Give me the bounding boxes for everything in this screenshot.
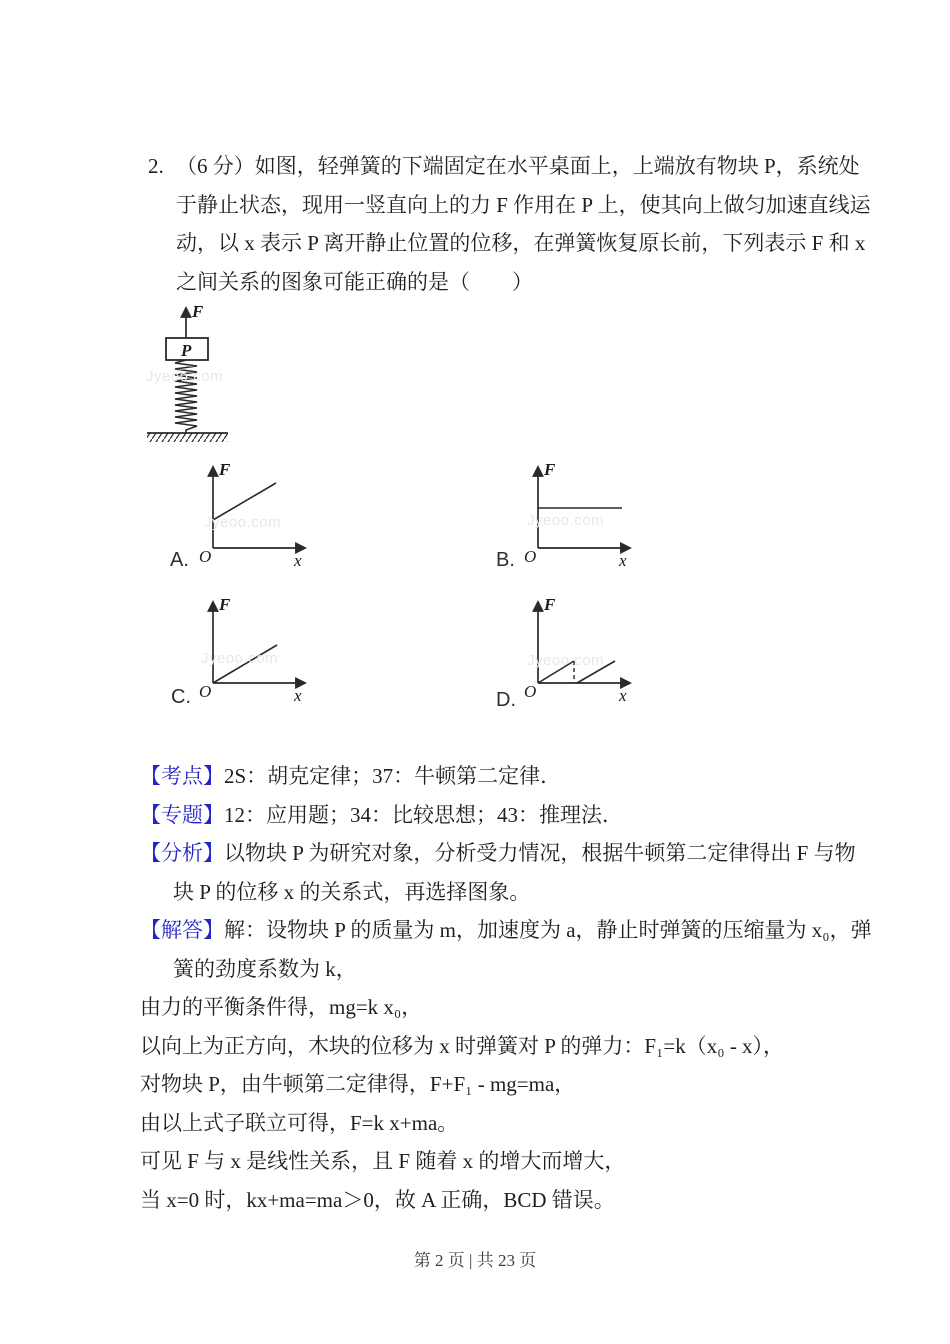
option-graph-c [196,593,316,708]
question-line [148,147,908,186]
watermark: Jyeoo.com [204,514,282,531]
answer-line-kaodian [140,757,920,796]
answer-line: 当 x=0 时，kx+ma=ma＞0，故 A 正确，BCD 错误。 [140,1187,615,1212]
axis-label-x: x [619,686,627,705]
answer-text: 解：设物块 P 的质量为 m，加速度为 a，静止时弹簧的压缩量为 x₀，弹 [224,918,872,942]
section-tag: 【解答】 [140,918,224,942]
question-number: 2. [148,154,164,178]
question-text: （6 分）如图，轻弹簧的下端固定在水平桌面上，上端放有物块 P，系统处 [176,154,860,178]
option-graph-a [196,458,316,573]
answer-line: 对物块 P，由牛顿第二定律得，F+F₁ - mg=ma， [140,1072,576,1096]
graph-d-svg [521,593,641,708]
section-tag: 【分析】 [140,841,224,865]
answer-line-zhuanti [140,796,920,835]
answer-line-fenxi [140,834,920,873]
axis-label-f: F [544,595,556,614]
answer-section [140,757,920,1219]
axis-label-x: x [294,551,302,570]
watermark: Jyeoo.com [146,368,224,385]
axis-label-x: x [619,551,627,570]
origin-label: O [524,547,537,566]
axis-label-f: F [219,460,231,479]
question-line: 之间关系的图象可能正确的是（ ） [176,269,533,294]
watermark: Jyeoo.com [527,512,605,529]
answer-text: 以物块 P 为研究对象，分析受力情况，根据牛顿第二定律得出 F 与物 [224,841,856,865]
answer-text: 12：应用题；34：比较思想；43：推理法． [224,802,623,827]
origin-label: O [199,547,212,566]
question-line: 于静止状态，现用一竖直向上的力 F 作用在 P 上，使其向上做匀加速直线运 [176,192,871,217]
question-paragraph [148,147,908,301]
section-tag: 【专题】 [140,802,224,827]
option-label-b: B. [496,549,515,571]
answer-line: 可见 F 与 x 是线性关系，且 F 随着 x 的增大而增大， [140,1149,626,1173]
axis-label-x: x [294,686,302,705]
origin-label: O [524,682,537,701]
watermark: Jyeoo.com [201,650,279,667]
answer-text: 2S：胡克定律；37：牛顿第二定律． [224,764,562,788]
spring-figure [140,295,250,450]
answer-line: 以向上为正方向，木块的位移为 x 时弹簧对 P 的弹力：F₁=k（x₀ - x）， [140,1033,785,1058]
section-tag: 【考点】 [140,764,224,788]
force-label: F [192,302,204,321]
axis-label-f: F [219,595,231,614]
option-label-d: D. [496,689,516,711]
answer-line: 由力的平衡条件得，mg=k x₀， [140,995,423,1019]
ground-hatch [147,433,228,442]
answer-line-jieda [140,911,920,950]
answer-line: 簧的劲度系数为 k， [173,956,357,981]
answer-line: 由以上式子联立可得，F=k x+ma。 [140,1110,459,1135]
page-number: 第 2 页 | 共 23 页 [413,1251,537,1270]
watermark: Jyeoo.com [527,652,605,669]
option-label-c: C. [171,686,191,708]
question-line: 动，以 x 表示 P 离开静止位置的位移，在弹簧恢复原长前，下列表示 F 和 x [176,231,866,255]
option-label-a: A. [170,549,189,571]
answer-line: 块 P 的位移 x 的关系式，再选择图象。 [173,879,531,904]
page-footer [0,1246,950,1271]
axis-label-f: F [544,460,556,479]
block-label: P [181,341,192,360]
option-graph-d [521,593,641,708]
option-graph-b [521,458,641,573]
origin-label: O [199,682,212,701]
